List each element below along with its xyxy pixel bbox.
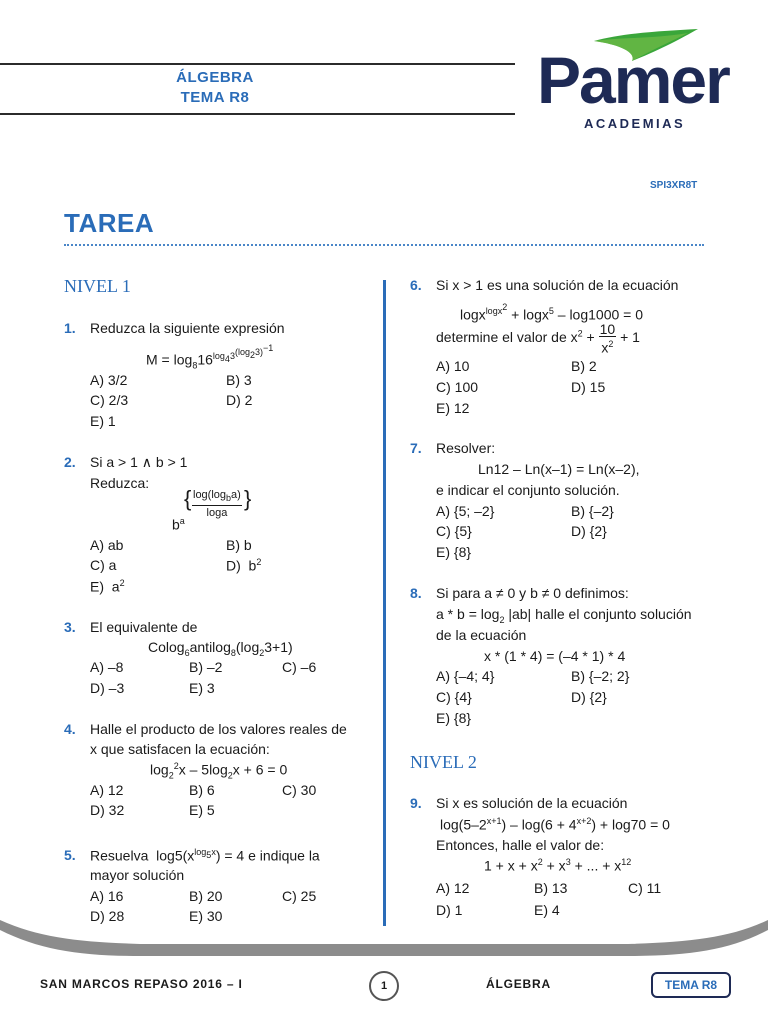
option-e: E) 30 <box>189 908 223 924</box>
equation: $M = \log_816^{log_43^{(log_23)^{-1}}}$ <box>146 343 274 371</box>
footer-topic-badge: TEMA R8 <box>651 972 731 998</box>
question-number: 3. <box>64 619 76 635</box>
column-separator <box>383 280 386 926</box>
option-c: C) 2/3 <box>90 392 129 408</box>
question-text: El equivalente de <box>90 619 198 635</box>
option-e: E) 4 <box>534 902 560 918</box>
option-b: B) 13 <box>534 880 568 896</box>
question-text: Si para a ≠ 0 y b ≠ 0 definimos: <box>436 585 629 601</box>
option-d: D) {2} <box>571 689 607 705</box>
equation: $\log(5-2^{x+1}) - \log(6 + 4^{x+2}) + \log 70 = 0$ <box>440 816 670 833</box>
question-number: 2. <box>64 454 76 470</box>
option-d: D) $b^2$ <box>226 557 262 574</box>
option-e: E) 3 <box>189 680 215 696</box>
question-number: 4. <box>64 721 76 737</box>
question-text: Entonces, halle el valor de: <box>436 837 605 853</box>
option-d: D) 28 <box>90 908 125 924</box>
option-c: C) 100 <box>436 379 479 395</box>
option-b: B) 20 <box>189 888 223 904</box>
question-number: 9. <box>410 795 422 811</box>
question-text: Si a > 1 ∧ b > 1 <box>90 454 188 470</box>
option-e: E) 12 <box>436 400 470 416</box>
logo-wordmark: Pamer <box>537 43 729 117</box>
option-a: A) {5; –2} <box>436 503 495 519</box>
question-text: mayor solución <box>90 867 185 883</box>
option-b: B) 2 <box>571 358 597 374</box>
document-code: SPI3XR8T <box>650 180 698 191</box>
option-b: B) {–2} <box>571 503 614 519</box>
question-text: x que satisfacen la ecuación: <box>90 741 270 757</box>
option-a: A) 12 <box>436 880 470 896</box>
subject-title: ÁLGEBRA <box>176 69 254 86</box>
option-b: B) 6 <box>189 782 215 798</box>
equation: $1 + x + x^2 + x^3$ + ... + $x^{12}$ <box>484 857 632 874</box>
question-text: Si x > 1 es una solución de la ecuación <box>436 277 679 293</box>
option-c: C) {5} <box>436 523 472 539</box>
question-number: 5. <box>64 847 76 863</box>
option-b: B) 3 <box>226 372 252 388</box>
equation: $Colog_6antilog_8(\log_23+1)$ <box>148 639 293 658</box>
question-text: Resolver: <box>436 440 496 456</box>
option-c: C) –6 <box>282 659 317 675</box>
option-a: A) 10 <box>436 358 470 374</box>
level-1-heading: NIVEL 1 <box>64 276 131 296</box>
footer-arc-decoration <box>0 920 768 960</box>
option-a: A) 16 <box>90 888 124 904</box>
option-c: C) 25 <box>282 888 317 904</box>
option-e: E) $a^2$ <box>90 578 125 595</box>
section-title: TAREA <box>64 208 155 238</box>
equation: x * (1 * 4) = (–4 * 1) * 4 <box>484 648 626 664</box>
option-d: D) 15 <box>571 379 606 395</box>
option-d: D) 1 <box>436 902 463 918</box>
header-top-rule <box>0 63 515 65</box>
level-2-heading: NIVEL 2 <box>410 752 477 772</box>
header-bottom-rule <box>0 113 515 115</box>
question-text: Si x es solución de la ecuación <box>436 795 628 811</box>
equation: Ln12 – Ln(x–1) = Ln(x–2), <box>478 461 640 477</box>
option-d: D) {2} <box>571 523 607 539</box>
option-e: E) {8} <box>436 544 472 560</box>
equation: logx$^{logx^2}$ + logx$^5$ – log1000 = 0 <box>460 302 644 323</box>
question-text: e indicar el conjunto solución. <box>436 482 620 498</box>
option-a: A) {–4; 4} <box>436 668 495 684</box>
question-number: 6. <box>410 277 422 293</box>
question-text: Halle el producto de los valores reales de <box>90 721 347 737</box>
option-a: A) –8 <box>90 659 124 675</box>
option-c: C) 11 <box>628 880 662 896</box>
footer-course: SAN MARCOS REPASO 2016 – I <box>40 977 243 991</box>
question-text: Reduzca la siguiente expresión <box>90 320 285 336</box>
question-text: Reduzca: <box>90 475 150 491</box>
option-d: D) –3 <box>90 680 125 696</box>
option-e: E) 5 <box>189 802 215 818</box>
option-d: D) 2 <box>226 392 253 408</box>
option-d: D) 32 <box>90 802 125 818</box>
logo-subtitle: ACADEMIAS <box>584 116 686 131</box>
option-b: B) {–2; 2} <box>571 668 630 684</box>
question-number: 1. <box>64 320 76 336</box>
question-number: 7. <box>410 440 422 456</box>
question-text: Resuelva $\log 5(x^{log_5x}) = 4$ e indique la <box>90 847 320 864</box>
option-c: C) a <box>90 557 117 573</box>
question-number: 8. <box>410 585 422 601</box>
option-e: E) 1 <box>90 413 116 429</box>
option-b: B) b <box>226 537 252 553</box>
equation: $\log_2^2x - 5\log_2x + 6 = 0$ <box>150 761 288 781</box>
question-text: de la ecuación <box>436 627 527 643</box>
dotted-divider <box>64 244 704 246</box>
question-text-end: e indique la <box>248 847 320 864</box>
question-text: determine el valor de $x^2$ + $\frac{10}{x^2}$ + 1 <box>436 321 640 356</box>
option-e: E) {8} <box>436 710 472 726</box>
topic-title: TEMA R8 <box>180 89 250 106</box>
option-c: C) 30 <box>282 782 317 798</box>
option-a: A) 3/2 <box>90 372 128 388</box>
option-a: A) 12 <box>90 782 124 798</box>
option-b: B) –2 <box>189 659 223 675</box>
page-number: 1 <box>369 971 399 1001</box>
option-a: A) ab <box>90 537 124 553</box>
option-c: C) {4} <box>436 689 472 705</box>
footer-subject: ÁLGEBRA <box>486 977 551 991</box>
question-text: $a * b = \log_2 |ab|$ halle el conjunto solución <box>436 606 692 625</box>
